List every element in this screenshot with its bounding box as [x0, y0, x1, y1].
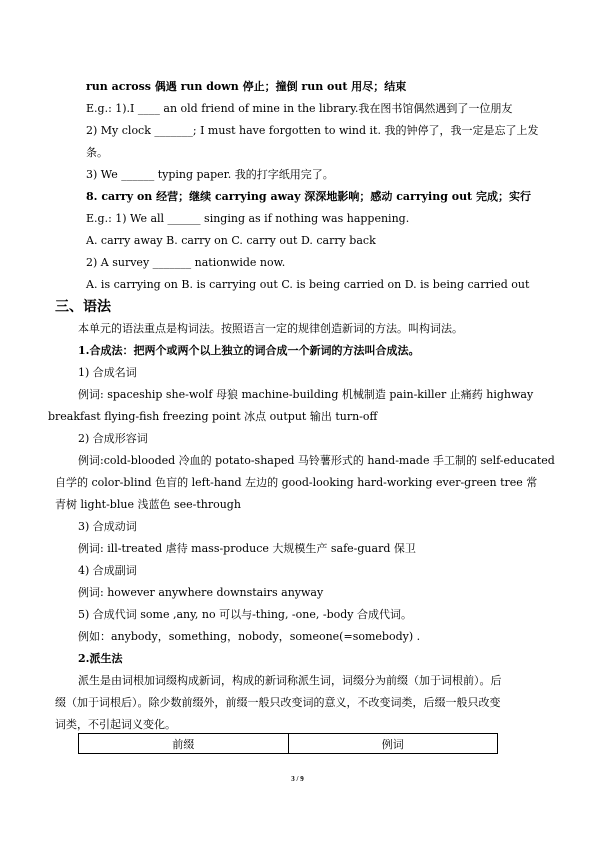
subsection-heading: 1.合成法：把两个或两个以上独立的词合成一个新词的方法叫合成法。: [78, 344, 420, 357]
list-item: 3) 合成动词: [78, 520, 137, 533]
example-words: 自学的 color-blind 色盲的 left-hand 左边的 good-looking hard-working ever-green tree 常: [55, 476, 538, 489]
example-line: 2) My clock _______; I must have forgotten to wind it. 我的钟停了，我一定是忘了上发: [86, 124, 539, 137]
table-row: [79, 734, 498, 754]
example-line: E.g.: 1).I ____ an old friend of mine in the library.我在图书馆偶然遇到了一位朋友: [86, 102, 513, 115]
example-words: 例如：anybody，something，nobody，someone(=somebody) .: [78, 630, 421, 643]
answer-options: A. carry away B. carry on C. carry out D. carry back: [86, 234, 376, 247]
example-words: 例词: spaceship she-wolf 母狼 machine-building 机械制造 pain-killer 止痛药 highway: [78, 388, 534, 401]
example-words: 例词: ill-treated 虐待 mass-produce 大规模生产 safe-guard 保卫: [78, 542, 416, 555]
example-words: 青树 light-blue 浅蓝色 see-through: [55, 498, 241, 511]
list-item: 1) 合成名词: [78, 366, 137, 379]
paragraph-line: 词类，不引起词义变化。: [55, 718, 176, 731]
table-header-prefix: 前缀: [79, 734, 289, 754]
paragraph-line: 缀（加于词根后）。除少数前缀外，前缀一般只改变词的意义，不改变词类，后缀一般只改变: [55, 696, 501, 709]
list-item: 5) 合成代词 some ,any, no 可以与-thing, -one, -body 合成代词。: [78, 608, 412, 621]
phrase-carry-header: 8. carry on 经营；继续 carrying away 深深地影响；感动 carrying out 完成；实行: [86, 190, 531, 203]
list-item: 2) 合成形容词: [78, 432, 148, 445]
subsection-heading: 2.派生法: [78, 652, 123, 665]
example-words: 例词: however anywhere downstairs anyway: [78, 586, 324, 599]
example-line: 条。: [86, 146, 108, 159]
section-heading: 三、语法: [55, 299, 111, 315]
example-line: E.g.: 1) We all ______ singing as if nothing was happening.: [86, 212, 410, 225]
page-number: 3 / 9: [291, 775, 304, 783]
list-item: 4) 合成副词: [78, 564, 137, 577]
example-words: breakfast flying-fish freezing point 冰点 output 输出 turn-off: [48, 410, 378, 423]
example-line: 2) A survey _______ nationwide now.: [86, 256, 286, 269]
answer-options: A. is carrying on B. is carrying out C. is being carried on D. is being carried out: [86, 278, 530, 291]
paragraph-line: 本单元的语法重点是构词法。按照语言一定的规律创造新词的方法。叫构词法。: [78, 322, 463, 335]
prefix-table: [78, 733, 498, 754]
table-header-examples: 例词: [288, 734, 498, 754]
phrase-run-header: run across 偶遇 run down 停止；撞倒 run out 用尽；结束: [86, 80, 407, 93]
example-line: 3) We ______ typing paper. 我的打字纸用完了。: [86, 168, 334, 181]
example-words: 例词:cold-blooded 冷血的 potato-shaped 马铃薯形式的 hand-made 手工制的 self-educated: [78, 454, 555, 467]
paragraph-line: 派生是由词根加词缀构成新词，构成的新词称派生词，词缀分为前缀（加于词根前）。后: [78, 674, 502, 687]
